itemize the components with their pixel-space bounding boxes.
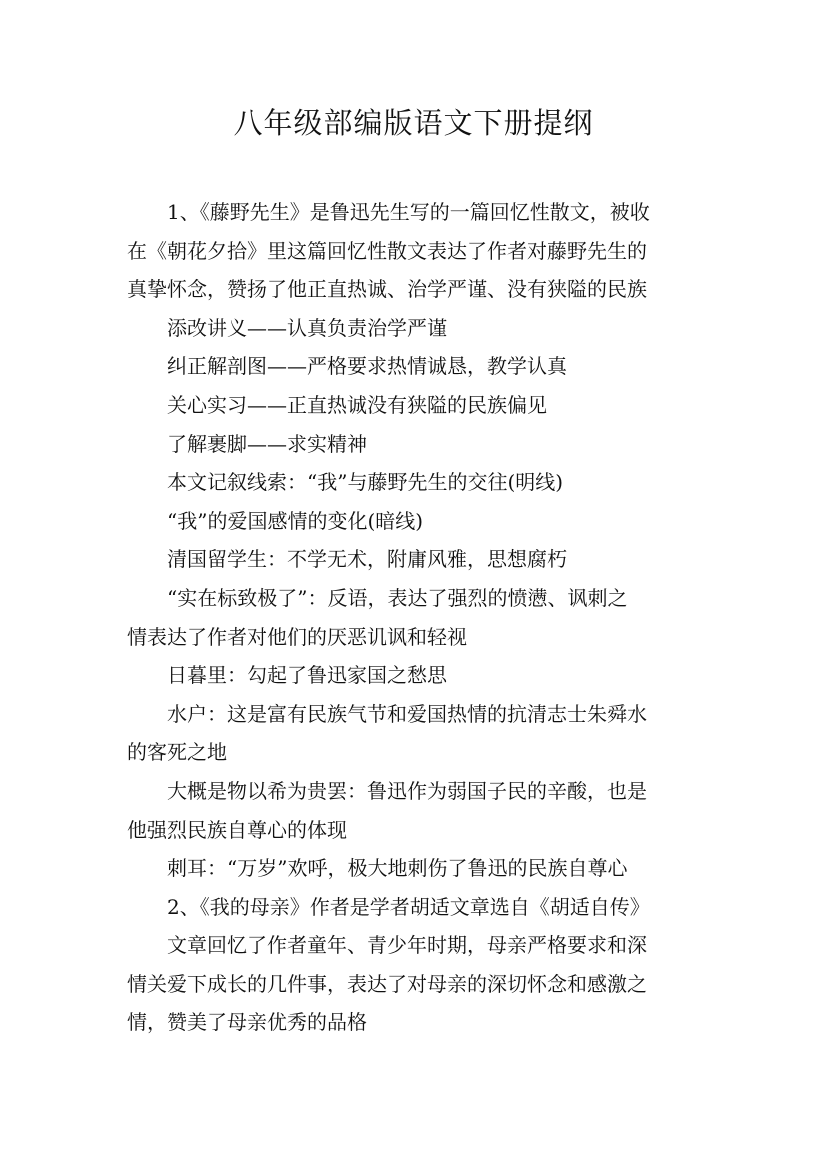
text-line: 了解裹脚——求实精神: [167, 431, 367, 456]
text-line: 他强烈民族自尊心的体现: [127, 817, 347, 842]
document-body: [127, 193, 707, 1042]
text-line: 2、《我的母亲》作者是学者胡适文章选自《胡适自传》: [167, 894, 650, 919]
text-line: 本文记叙线索：“我”与藤野先生的交往(明线): [167, 470, 564, 495]
text-line: “我”的爱国感情的变化(暗线): [167, 508, 424, 533]
text-line: 情关爱下成长的几件事，表达了对母亲的深切怀念和感激之: [127, 971, 647, 996]
text-line: 在《朝花夕拾》里这篇回忆性散文表达了作者对藤野先生的: [127, 238, 647, 263]
text-line: 刺耳：“万岁”欢呼，极大地刺伤了鲁迅的民族自尊心: [167, 856, 628, 881]
text-line: 1、《藤野先生》是鲁迅先生写的一篇回忆性散文，被收: [167, 200, 650, 224]
text-line: 真挚怀念，赞扬了他正直热诚、治学严谨、没有狭隘的民族: [127, 277, 647, 302]
document-title: 八年级部编版语文下册提纲: [233, 106, 594, 140]
text-line: 添改讲义——认真负责治学严谨: [167, 315, 447, 340]
text-line: 文章回忆了作者童年、青少年时期，母亲严格要求和深: [167, 933, 647, 958]
text-line: 日暮里：勾起了鲁迅家国之愁思: [167, 663, 447, 688]
text-line: 情表达了作者对他们的厌恶讥讽和轻视: [127, 624, 467, 649]
text-line: 大概是物以希为贵罢：鲁迅作为弱国子民的辛酸，也是: [167, 778, 647, 803]
text-line: 关心实习——正直热诚没有狭隘的民族偏见: [167, 392, 547, 417]
text-line: 纠正解剖图——严格要求热情诚恳，教学认真: [167, 354, 567, 379]
text-line: 情，赞美了母亲优秀的品格: [127, 1010, 367, 1035]
text-line: 清国留学生：不学无术，附庸风雅，思想腐朽: [167, 547, 567, 572]
text-line: “实在标致极了”：反语，表达了强烈的愤懑、讽刺之: [167, 585, 628, 610]
text-line: 的客死之地: [127, 740, 227, 765]
text-line: 水户：这是富有民族气节和爱国热情的抗清志士朱舜水: [167, 701, 647, 726]
